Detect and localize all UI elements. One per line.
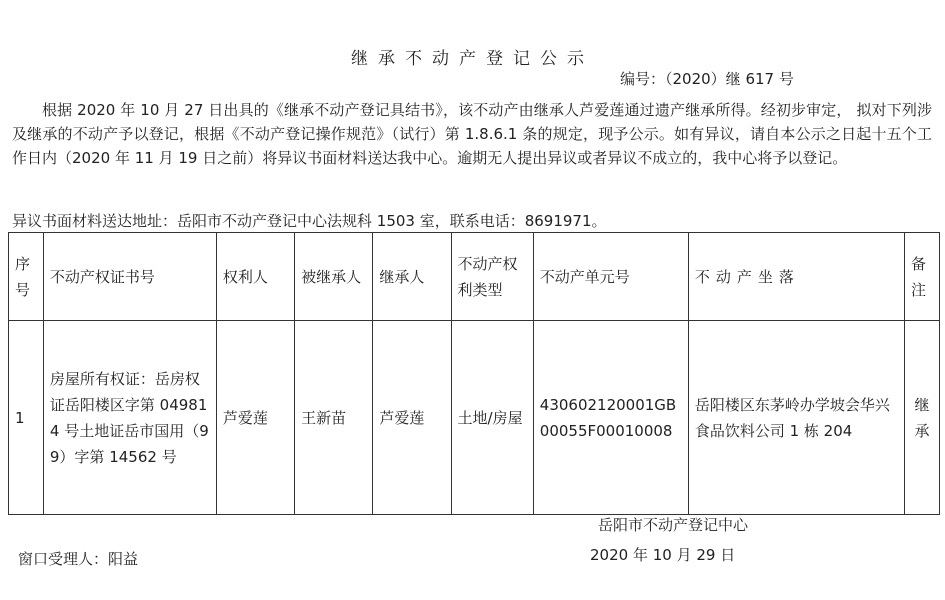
notice-body: 根据 2020 年 10 月 27 日出具的《继承不动产登记具结书》，该不动产由继承人芦爱莲通过遗产继承所得。经初步审定， 拟对下列涉及继承的不动产予以登记，根据《不动产登记操作规范》（试行）第 1.8.6.1 条的规定，现予公示。如有异议，请自本公示之日起十五个工作日内（2020 年 11 月 19 日之前）将异议书面材料送达我中心。逾期无人提出异议或者异议不成立的，我中心将予以登记。 (12, 101, 932, 167)
cell-right-type: 土地/房屋 (451, 321, 533, 515)
registration-table (8, 232, 940, 515)
issue-date: 2020 年 10 月 29 日 (590, 546, 736, 564)
window-clerk: 窗口受理人：阳益 (18, 550, 139, 568)
header-seq: 序号 (9, 233, 44, 321)
cell-decedent: 王新苗 (295, 321, 373, 515)
issuing-office: 岳阳市不动产登记中心 (598, 516, 749, 534)
header-right-type: 不动产权利类型 (451, 233, 533, 321)
table-header-row (9, 233, 940, 321)
table-row (9, 321, 940, 515)
cell-location: 岳阳楼区东茅岭办学坡会华兴食品饮料公司 1 栋 204 (688, 321, 904, 515)
objection-address: 异议书面材料送达地址：岳阳市不动产登记中心法规科 1503 室，联系电话：8691971。 (12, 212, 607, 230)
header-decedent: 被继承人 (295, 233, 373, 321)
header-unit-number: 不动产单元号 (533, 233, 688, 321)
notice-title: 继承不动产登记公示 (351, 49, 594, 69)
cell-unit-number: 430602120001GB00055F00010008 (533, 321, 688, 515)
header-location: 不动产坐落 (688, 233, 904, 321)
cell-note: 继承 (905, 321, 940, 515)
document-number: 编号：（2020）继 617 号 (620, 70, 794, 88)
cell-owner: 芦爱莲 (216, 321, 294, 515)
cell-heir: 芦爱莲 (373, 321, 451, 515)
header-note: 备注 (905, 233, 940, 321)
header-heir: 继承人 (373, 233, 451, 321)
cell-cert-number: 房屋所有权证：岳房权证岳阳楼区字第 049814 号土地证岳市国用（99）字第 14562 号 (43, 321, 216, 515)
header-cert-number: 不动产权证书号 (43, 233, 216, 321)
cell-seq: 1 (9, 321, 44, 515)
header-owner: 权利人 (216, 233, 294, 321)
